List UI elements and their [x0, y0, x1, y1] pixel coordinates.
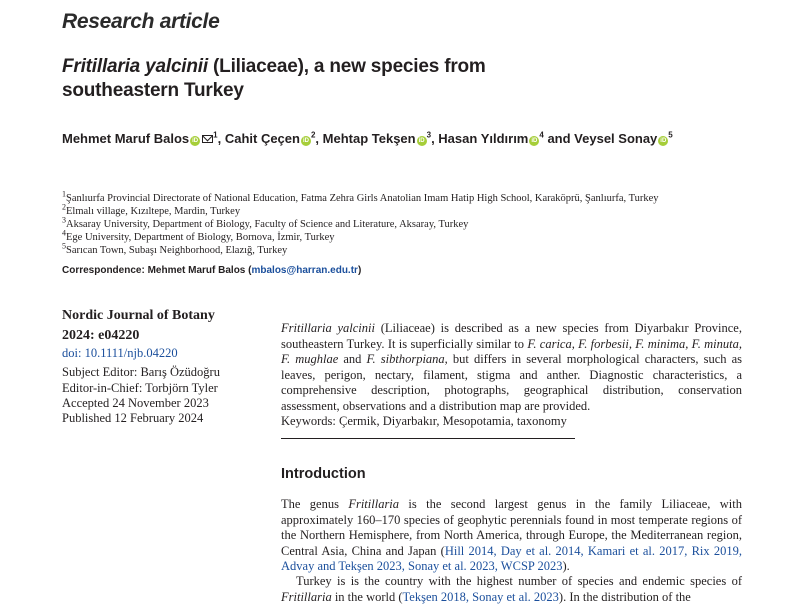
intro-genus: Fritillaria [281, 589, 332, 604]
abstract-similar-species: F. carica, F. forbesii, F. minima, F. minuta, F. mughlae [281, 336, 742, 366]
orcid-icon[interactable]: iD [418, 138, 425, 144]
affiliation-text: Sarıcan Town, Subaşı Neighborhood, Elazığ, Turkey [66, 245, 288, 256]
author-name: Hasan Yıldırım [438, 131, 529, 146]
affiliation-3 [62, 215, 469, 231]
abstract-and: and [338, 352, 367, 366]
introduction-paragraph-2 [281, 574, 742, 605]
author-name: Veysel Sonay [574, 131, 658, 146]
affiliation-marker: 5 [62, 241, 66, 251]
introduction-paragraph-1 [281, 497, 742, 575]
author-separator: , [431, 131, 439, 146]
affiliation-4 [62, 228, 335, 244]
affiliation-5 [62, 241, 288, 257]
correspondence-email-link[interactable]: mbalos@harran.edu.tr [251, 265, 358, 276]
title-text-line1: (Liliaceae), a new species from [207, 56, 486, 77]
intro-text: ). In the distribution of the [558, 589, 691, 604]
author-separator: , [217, 131, 225, 146]
affiliation-marker: 3 [62, 215, 66, 225]
correspondence-close: ) [357, 265, 362, 276]
author-affiliation-marker: 2 [310, 130, 316, 140]
author-separator: , [315, 131, 323, 146]
abstract-species-name: Fritillaria yalcinii [281, 321, 375, 335]
author-affiliation-marker: 4 [539, 130, 544, 140]
abstract-text-1: (Liliaceae) is described as a new species from Diyarbakır Province, southeastern Turkey. It is superficially similar to [281, 321, 742, 351]
citation-links[interactable]: Tekşen 2018, Sonay et al. 2023 [402, 589, 559, 604]
author-name: Mehmet Maruf Balos [62, 131, 190, 146]
intro-text: Turkey is is the country with the highest number of species and endemic species of [296, 574, 742, 588]
journal-name: Nordic Journal of Botany [62, 308, 215, 323]
affiliation-text: Şanlıurfa Provincial Directorate of National Education, Fatma Zehra Girls Anatolian Imam Hatip High School, Karaköprü, Şanlıurfa, Turkey [66, 193, 659, 204]
keywords-divider [281, 438, 575, 439]
intro-text: in the world ( [331, 589, 403, 604]
intro-text: The genus [281, 497, 349, 511]
editor-in-chief: Editor-in-Chief: Torbjörn Tyler [62, 381, 218, 395]
affiliation-text: Elmalı village, Kızıltepe, Mardin, Turkey [66, 206, 241, 217]
section-label: Research article [62, 10, 220, 33]
orcid-icon[interactable]: iD [531, 138, 538, 144]
published-date: Published 12 February 2024 [62, 411, 204, 425]
correspondence-label: Correspondence: Mehmet Maruf Balos ( [62, 265, 252, 276]
author-separator: and [543, 131, 575, 146]
abstract-text-2: but differs in several morphological characters, such as leaves, perigon, nectary, filament, stigma and anther. Diagnostic characteristics, a comprehensive description, photographs, geographical distribution, conservation assessment, observations and a distribution map are provided. [281, 352, 742, 413]
author-affiliation-marker: 1 [213, 130, 218, 140]
intro-text: is the second largest genus in the family Liliaceae, with approximately 160–170 species of geophytic perennials found in most temperate regions of the Northern Hemisphere, from North America, through Europe, the Mediterranean region, Central Asia, China and Japan ( [281, 497, 742, 558]
email-icon[interactable] [202, 135, 213, 143]
author-affiliation-marker: 3 [426, 130, 432, 140]
accepted-date: Accepted 24 November 2023 [62, 396, 209, 410]
author-affiliation-marker: 5 [668, 130, 673, 140]
doi-link[interactable]: doi: 10.1111/njb.04220 [62, 346, 178, 360]
journal-volume: 2024: e04220 [62, 328, 140, 343]
author-list [62, 131, 762, 146]
correspondence [62, 265, 361, 276]
author-name: Mehtap Tekşen [322, 131, 416, 146]
abstract-similar-species-last: F. sibthorpiana, [366, 352, 448, 366]
citation-links[interactable]: Hill 2014, Day et al. 2014, Kamari et al. 2017, Rix 2019, Advay and Tekşen 2023, Sonay et al. 2023, WCSP 2023 [281, 543, 742, 573]
orcid-icon[interactable]: iD [192, 138, 199, 144]
journal-info [62, 306, 215, 346]
title-text-line2: southeastern Turkey [62, 80, 244, 101]
abstract [281, 321, 742, 414]
introduction-heading: Introduction [281, 466, 366, 482]
orcid-icon[interactable]: iD [660, 138, 667, 144]
affiliation-marker: 2 [62, 202, 66, 212]
affiliation-text: Aksaray University, Department of Biology, Faculty of Science and Literature, Aksaray, Turkey [66, 219, 469, 230]
intro-genus: Fritillaria [348, 497, 400, 511]
title-species-name: Fritillaria yalcinii [62, 56, 208, 77]
article-title [62, 55, 582, 103]
affiliation-marker: 4 [62, 228, 66, 238]
intro-text: ). [562, 559, 570, 573]
affiliation-1 [62, 189, 659, 205]
affiliation-marker: 1 [62, 189, 66, 199]
affiliation-2 [62, 202, 241, 218]
subject-editor: Subject Editor: Barış Özüdoğru [62, 365, 220, 379]
keywords: Keywords: Çermik, Diyarbakır, Mesopotamia, taxonomy [281, 414, 567, 428]
affiliation-text: Ege University, Department of Biology, Bornova, İzmir, Turkey [66, 232, 335, 243]
author-name: Cahit Çeçen [224, 131, 300, 146]
orcid-icon[interactable]: iD [302, 138, 309, 144]
